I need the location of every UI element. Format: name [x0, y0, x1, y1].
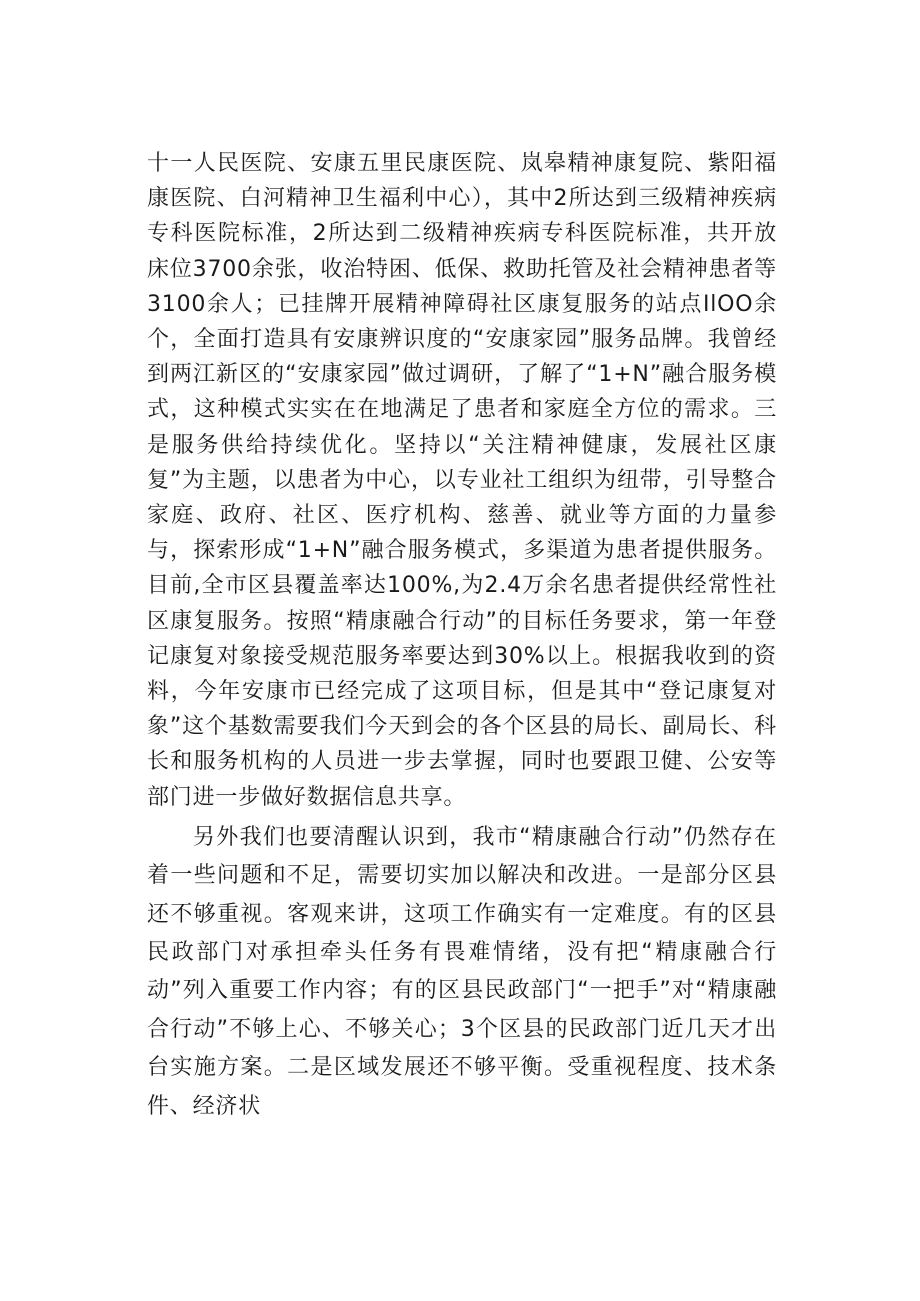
- document-body: [147, 146, 777, 1126]
- paragraph-1: 十一人民医院、安康五里民康医院、岚皋精神康复院、紫阳福康医院、白河精神卫生福利中心），其中2所达到三级精神疾病专科医院标准，2所达到二级精神疾病专科医院标准，共开放床位3700余张，收治特困、低保、救助托管及社会精神患者等3100余人；已挂牌开展精神障碍社区康复服务的站点IlOO余个，全面打造具有安康辨识度的“安康家园”服务品牌。我曾经到两江新区的“安康家园”做过调研，了解了“1+N”融合服务模式，这种模式实实在在地满足了患者和家庭全方位的需求。三是服务供给持续优化。坚持以“关注精神健康，发展社区康复”为主题，以患者为中心，以专业社工组织为纽带，引导整合家庭、政府、社区、医疗机构、慈善、就业等方面的力量参与，探索形成“1+N”融合服务模式，多渠道为患者提供服务。目前,全市区县覆盖率达100%,为2.4万余名患者提供经常性社区康复服务。按照“精康融合行动”的目标任务要求，第一年登记康复对象接受规范服务率要达到30%以上。根据我收到的资料，今年安康市已经完成了这项目标，但是其中“登记康复对象”这个基数需要我们今天到会的各个区县的局长、副局长、科长和服务机构的人员进一步去掌握，同时也要跟卫健、公安等部门进一步做好数据信息共享。: [147, 151, 777, 810]
- paragraph-2: 另外我们也要清醒认识到，我市“精康融合行动”仍然存在着一些问题和不足，需要切实加以解决和改进。一是部分区县还不够重视。客观来讲，这项工作确实有一定难度。有的区县民政部门对承担牵头任务有畏难情绪，没有把“精康融合行动”列入重要工作内容；有的区县民政部门“一把手”对“精康融合行动”不够上心、不够关心；3个区县的民政部门近几天才出台实施方案。二是区域发展还不够平衡。受重视程度、技术条件、经济状: [147, 824, 777, 1119]
